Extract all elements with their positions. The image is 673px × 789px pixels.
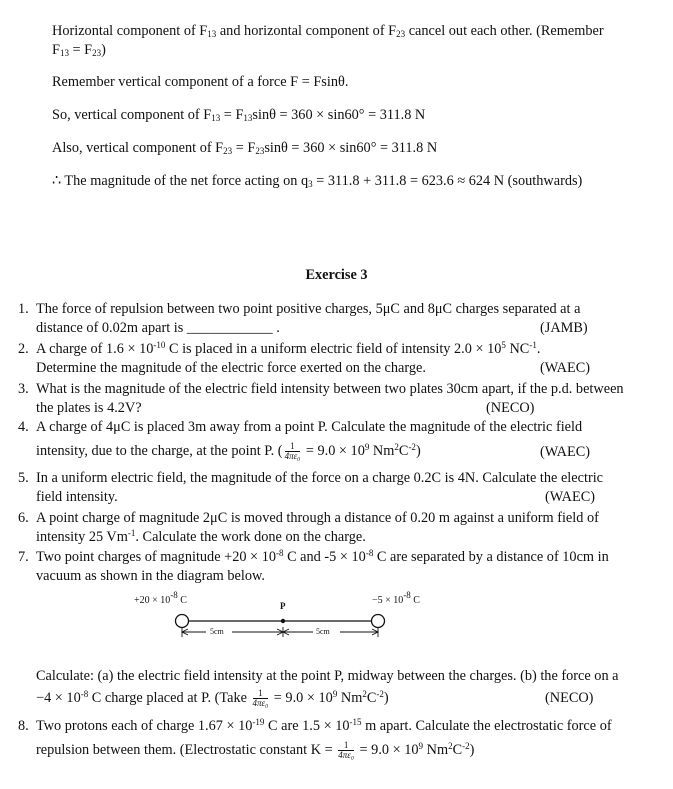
q7-text-c: Calculate: (a) the electric field intensity at the point P, midway between the charges. (b) the force on a xyxy=(36,668,619,684)
q1-text-a: The force of repulsion between two point positive charges, 5μC and 8μC charges separated at a xyxy=(36,301,581,317)
intro-line-4: So, vertical component of $F_{13} = F_{13}\sin\theta = 360 \times \sin 60^\circ = 311.8$ N xyxy=(52,107,426,123)
diagram-dist-left: 5cm xyxy=(210,627,224,636)
q6-text-a: A point charge of magnitude 2μC is moved through a distance of 0.20 m against a uniform field of xyxy=(36,510,599,526)
q7-number: 7. xyxy=(18,549,29,565)
q5-source: (WAEC) xyxy=(545,489,596,505)
q7-text-b: vacuum as shown in the diagram below. xyxy=(36,568,265,584)
right-charge-circle xyxy=(372,615,385,628)
q8-text-b: repulsion between them. (Electrostatic constant K = $\frac{1}{\text{4πε₀}}$ = $9.0 \times 10^9$ $Nm^2C^{-2}$) xyxy=(36,740,475,761)
q7-text-a: Two point charges of magnitude $+20 \times 10^{-8}$ C and $-5 \times 10^{-8}$ C are separated by a distance of 10cm in xyxy=(36,548,609,565)
intro-line-1: Horizontal component of $F_{13}$ and horizontal component of $F_{23}$ cancel out each other. (Remember xyxy=(52,23,604,39)
q4-text-b: intensity, due to the charge, at the point P. ( $\frac{1}{\text{4πε₀}}$ = $9.0 \times 10^9$ $Nm^2C^{-2}$) xyxy=(36,441,421,462)
q5-number: 5. xyxy=(18,470,29,486)
q1-number: 1. xyxy=(18,301,29,317)
intro-line-3: Remember vertical component of a force F = Fsinθ. xyxy=(52,74,349,90)
diagram-right-charge-label: $-5 \times 10^{-8}$ C xyxy=(372,590,420,606)
q4-number: 4. xyxy=(18,419,29,435)
intro-line-2: $F_{13} = F_{23}$) xyxy=(52,42,106,58)
q2-text-a: A charge of $1.6 \times 10^{-10}$ C is placed in a uniform electric field of intensity $2.0 \times 10^5$ $NC^{-1}$. xyxy=(36,340,541,357)
q8-number: 8. xyxy=(18,718,29,734)
q3-text-a: What is the magnitude of the electric field intensity between two plates 30cm apart, if the p.d. between xyxy=(36,381,624,397)
intro-line-6: ∴ The magnitude of the net force acting on $q_3 = 311.8 + 311.8 = 623.6 \approx 624$ N (southwards) xyxy=(52,173,583,189)
q6-text-b: intensity 25 $Vm^{-1}$. Calculate the work done on the charge. xyxy=(36,528,366,545)
q7-text-d: $-4 \times 10^{-8}$ C charge placed at P. (Take $\frac{1}{\text{4πε₀}}$ = $9.0 \times 10^9$ $Nm^2C^{-2}$) xyxy=(36,688,389,709)
point-p-dot xyxy=(281,619,285,623)
q3-text-b: the plates is 4.2V? xyxy=(36,400,142,416)
q4-source: (WAEC) xyxy=(540,444,591,460)
diagram-point-p-label: P xyxy=(280,601,286,611)
q4-fraction: $\frac{1}{\text{4πε₀}}$ xyxy=(284,441,301,462)
left-charge-circle xyxy=(176,615,189,628)
q1-text-b: distance of 0.02m apart is ____________ . xyxy=(36,320,280,336)
q3-source: (NECO) xyxy=(486,400,535,416)
q8-text-a: Two protons each of charge $1.67 \times 10^{-19}$ C are $1.5 \times 10^{-15}$ m apart. Calculate the electrostatic force of xyxy=(36,717,612,734)
q2-text-b: Determine the magnitude of the electric force exerted on the charge. xyxy=(36,360,426,376)
diagram-dist-right: 5cm xyxy=(316,627,330,636)
exercise-title: Exercise 3 xyxy=(305,267,368,283)
charges-diagram xyxy=(170,608,400,648)
intro-line-5: Also, vertical component of $F_{23} = F_{23}\sin\theta = 360 \times \sin 60^\circ = 311.8$ N xyxy=(52,140,438,156)
q7-source: (NECO) xyxy=(545,690,594,706)
q4-text-a: A charge of 4μC is placed 3m away from a point P. Calculate the magnitude of the electric field xyxy=(36,419,583,435)
q6-number: 6. xyxy=(18,510,29,526)
q5-text-b: field intensity. xyxy=(36,489,118,505)
q3-number: 3. xyxy=(18,381,29,397)
q5-text-a: In a uniform electric field, the magnitude of the force on a charge 0.2C is 4N. Calculate the electric xyxy=(36,470,604,486)
q2-source: (WAEC) xyxy=(540,360,591,376)
q2-number: 2. xyxy=(18,341,29,357)
q8-fraction: $\frac{1}{\text{4πε₀}}$ xyxy=(338,740,354,761)
q7-fraction: $\frac{1}{\text{4πε₀}}$ xyxy=(252,688,269,709)
diagram-left-charge-label: $+20 \times 10^{-8}$ C xyxy=(134,590,187,606)
q1-source: (JAMB) xyxy=(540,320,588,336)
